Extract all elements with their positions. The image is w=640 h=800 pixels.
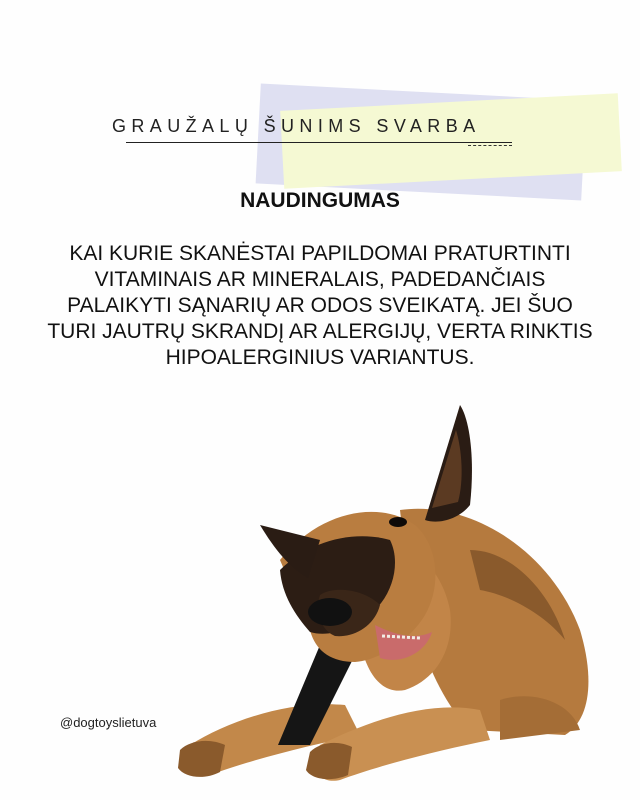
german-shepherd-chewing-icon: [170, 400, 610, 800]
title-underline: [126, 142, 512, 143]
social-handle: @dogtoyslietuva: [60, 715, 157, 730]
section-body-text: KAI KURIE SKANĖSTAI PAPILDOMAI PRATURTINTI VITAMINAIS AR MINERALAIS, PADEDANČIAIS PALAIKYTI SĄNARIŲ AR ODOS SVEIKATĄ. JEI ŠUO TURI JAUTRŲ SKRANDĮ AR ALERGIJŲ, VERTA RINKTIS HIPOALERGINIUS VARIANTUS.: [47, 242, 593, 369]
section-heading: NAUDINGUMAS: [240, 189, 400, 212]
page-title: GRAUŽALŲ ŠUNIMS SVARBA: [112, 116, 481, 136]
title-underline-dash: [468, 145, 512, 146]
